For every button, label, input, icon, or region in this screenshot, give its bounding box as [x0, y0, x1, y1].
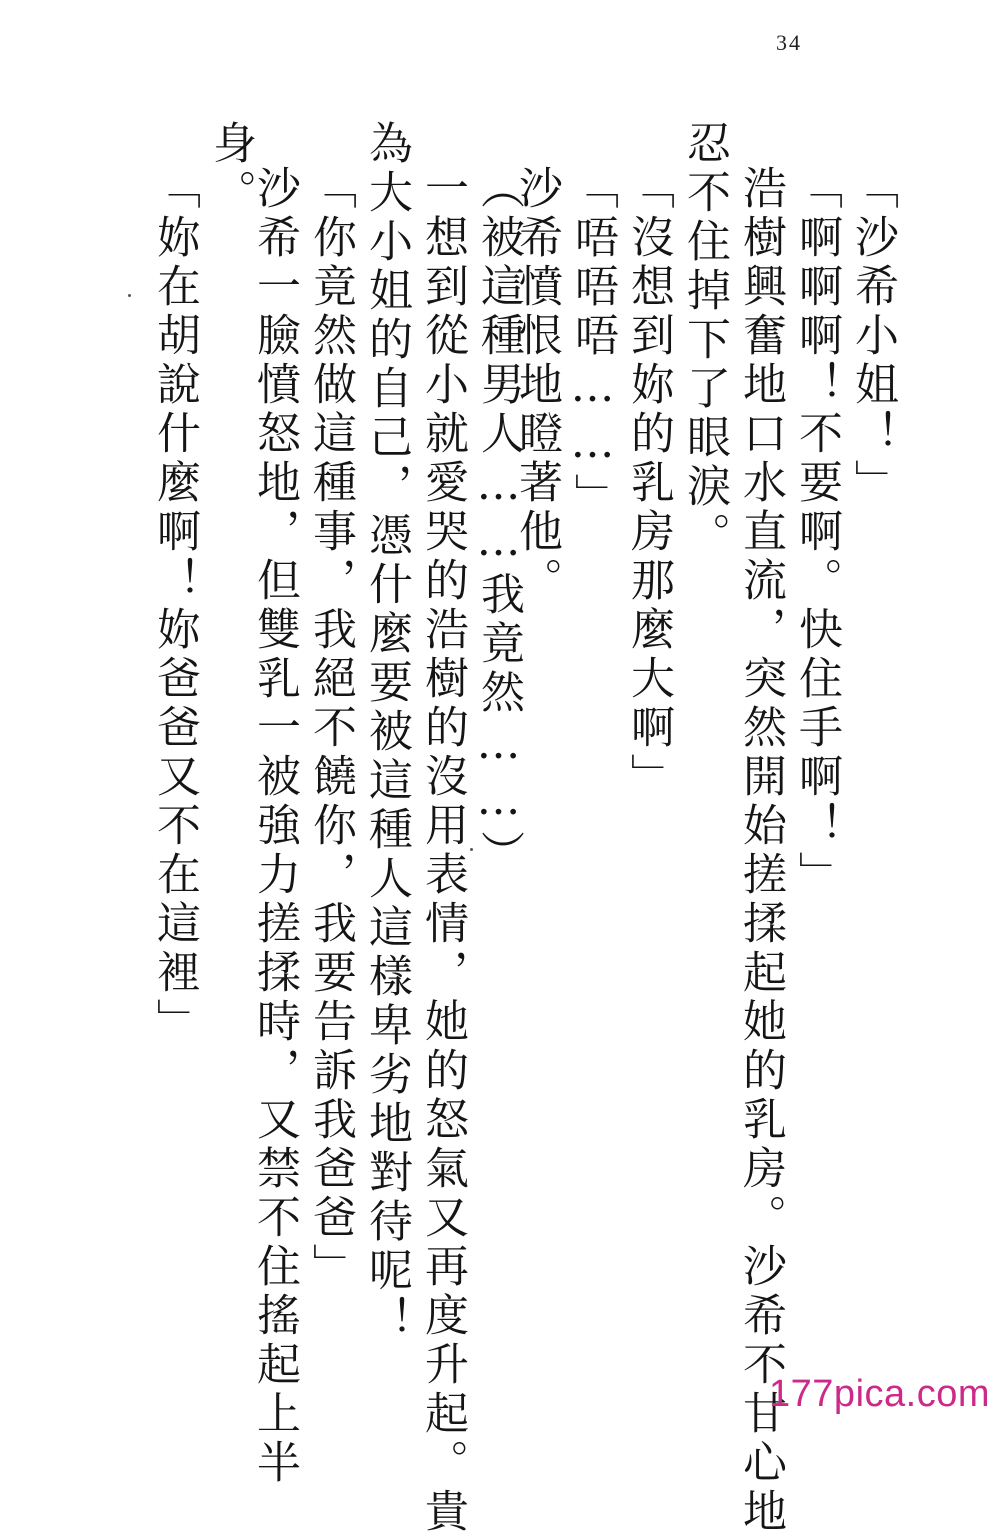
text-column-13: 身。 [205, 120, 256, 218]
text-column-10: 為大小姐的自己，憑什麼要被這種人這樣卑劣地對待呢！ [361, 120, 412, 1345]
text-column-8: （被這種男人……我竟然……） [473, 165, 524, 879]
scan-speck [128, 294, 131, 297]
text-column-5: 「沒想到妳的乳房那麼大啊」 [623, 165, 674, 802]
text-column-9: 一想到從小就愛哭的浩樹的沒用表情，她的怒氣又再度升起。貴 [417, 165, 468, 1537]
text-column-2: 「啊啊啊！不要啊。快住手啊！」 [791, 165, 842, 900]
text-column-11: 「你竟然做這種事，我絕不饒你，我要告訴我爸爸」 [305, 165, 356, 1292]
text-column-7: 沙希憤恨地瞪著他。 [511, 165, 562, 606]
text-column-1: 「沙希小姐！」 [847, 165, 898, 508]
text-column-12: 沙希一臉憤怒地，但雙乳一被強力搓揉時，又禁不住搖起上半 [249, 165, 300, 1488]
page-number: 34 [776, 30, 802, 55]
text-column-3: 浩樹興奮地口水直流，突然開始搓揉起她的乳房。沙希不甘心地 [735, 165, 786, 1537]
scan-speck [470, 848, 473, 851]
text-column-14: 「妳在胡說什麼啊！妳爸爸又不在這裡」 [149, 165, 200, 1047]
text-column-4: 忍不住掉下了眼淚。 [679, 120, 730, 561]
watermark: 177pica.com [769, 1373, 990, 1415]
text-column-6: 「唔唔唔……」 [567, 165, 618, 522]
